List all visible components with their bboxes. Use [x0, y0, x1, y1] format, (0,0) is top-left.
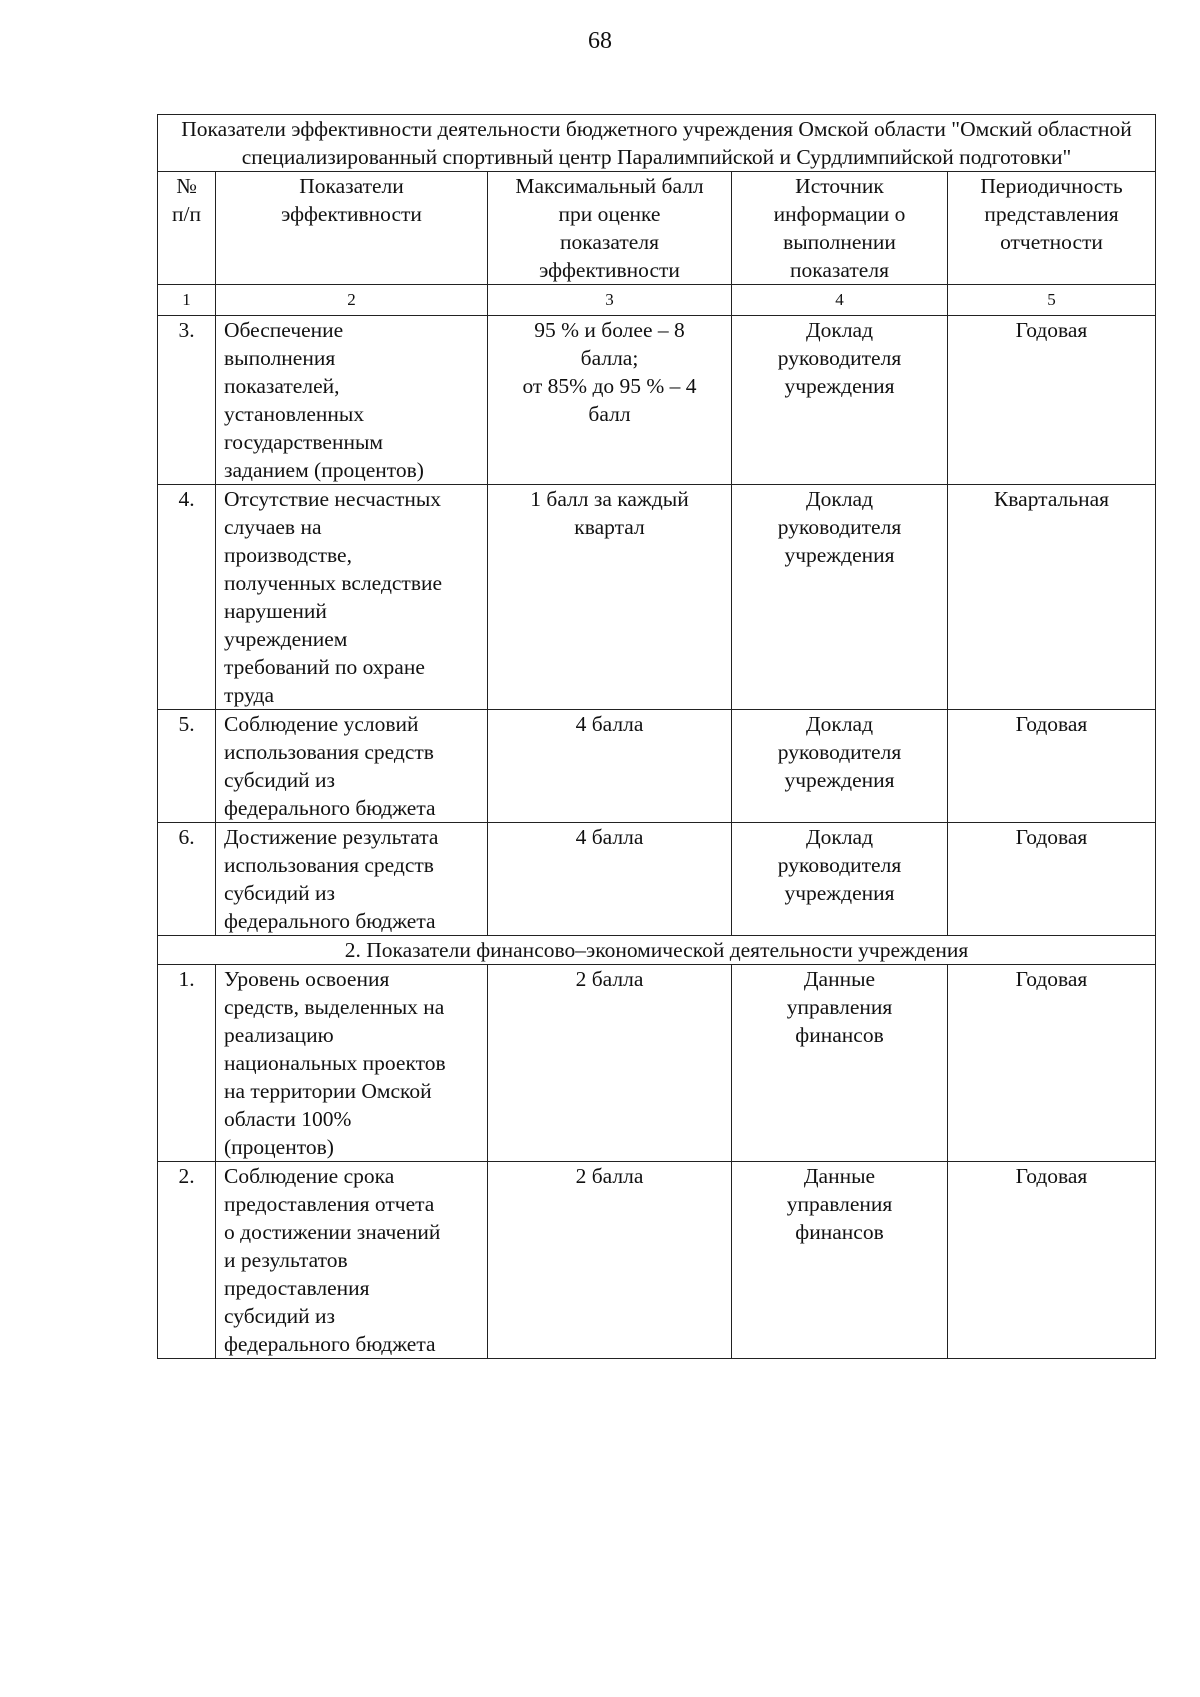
header-indicator: Показатели эффективности: [216, 172, 488, 285]
row-indicator: Уровень освоения средств, выделенных на реализацию национальных проектов на территории Омской области 100% (процентов): [216, 965, 488, 1162]
indicators-table: [157, 114, 1156, 1359]
table-row: [158, 1162, 1156, 1359]
row-score: 2 балла: [488, 965, 732, 1162]
row-number: 1.: [158, 965, 216, 1162]
header-max-score: Максимальный балл при оценке показателя эффективности: [488, 172, 732, 285]
row-indicator: Отсутствие несчастных случаев на производстве, полученных вследствие нарушений учреждением требований по охране труда: [216, 485, 488, 710]
row-period: Годовая: [948, 316, 1156, 485]
row-source: Доклад руководителя учреждения: [732, 485, 948, 710]
row-score: 95 % и более – 8 балла; от 85% до 95 % – 4 балл: [488, 316, 732, 485]
row-source: Данные управления финансов: [732, 1162, 948, 1359]
row-score: 2 балла: [488, 1162, 732, 1359]
row-number: 5.: [158, 710, 216, 823]
row-source: Доклад руководителя учреждения: [732, 823, 948, 936]
table-row: [158, 710, 1156, 823]
column-number: 4: [732, 285, 948, 316]
row-score: 4 балла: [488, 823, 732, 936]
table-row: [158, 823, 1156, 936]
section-row: [158, 936, 1156, 965]
header-periodicity: Периодичность представления отчетности: [948, 172, 1156, 285]
row-score: 1 балл за каждый квартал: [488, 485, 732, 710]
row-source: Доклад руководителя учреждения: [732, 710, 948, 823]
row-indicator: Соблюдение срока предоставления отчета о достижении значений и результатов предоставления субсидий из федерального бюджета: [216, 1162, 488, 1359]
header-num: № п/п: [158, 172, 216, 285]
row-period: Квартальная: [948, 485, 1156, 710]
row-score: 4 балла: [488, 710, 732, 823]
row-period: Годовая: [948, 823, 1156, 936]
table-row: [158, 485, 1156, 710]
row-period: Годовая: [948, 965, 1156, 1162]
header-row: [158, 172, 1156, 285]
row-period: Годовая: [948, 710, 1156, 823]
row-number: 3.: [158, 316, 216, 485]
column-number-row: [158, 285, 1156, 316]
row-indicator: Достижение результата использования средств субсидий из федерального бюджета: [216, 823, 488, 936]
page-number: 68: [588, 28, 612, 54]
table-row: [158, 316, 1156, 485]
table-title: Показатели эффективности деятельности бюджетного учреждения Омской области "Омский областной специализированный спортивный центр Паралимпийской и Сурдлимпийской подготовки": [158, 115, 1156, 172]
row-number: 4.: [158, 485, 216, 710]
row-source: Данные управления финансов: [732, 965, 948, 1162]
row-number: 2.: [158, 1162, 216, 1359]
column-number: 3: [488, 285, 732, 316]
column-number: 5: [948, 285, 1156, 316]
row-source: Доклад руководителя учреждения: [732, 316, 948, 485]
table-title-row: [158, 115, 1156, 172]
header-source: Источник информации о выполнении показателя: [732, 172, 948, 285]
row-number: 6.: [158, 823, 216, 936]
column-number: 2: [216, 285, 488, 316]
row-indicator: Обеспечение выполнения показателей, установленных государственным заданием (процентов): [216, 316, 488, 485]
column-number: 1: [158, 285, 216, 316]
table-row: [158, 965, 1156, 1162]
row-period: Годовая: [948, 1162, 1156, 1359]
section-title: 2. Показатели финансово–экономической деятельности учреждения: [158, 936, 1156, 965]
row-indicator: Соблюдение условий использования средств субсидий из федерального бюджета: [216, 710, 488, 823]
